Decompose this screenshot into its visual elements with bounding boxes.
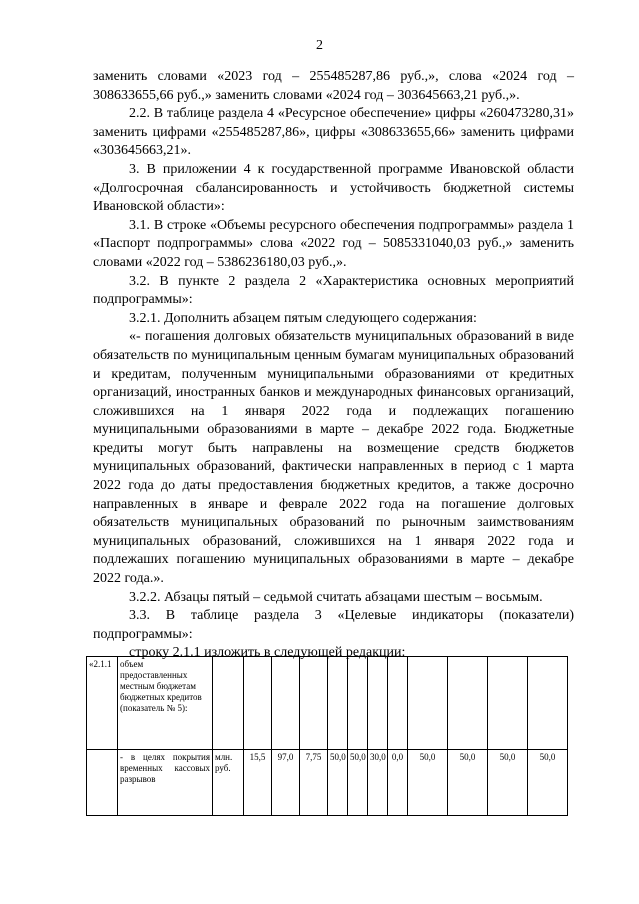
value-cell: 50,0	[488, 750, 528, 816]
value-cell: 50,0	[528, 750, 568, 816]
page-number: 2	[316, 38, 323, 53]
document-body	[93, 68, 574, 663]
value-cell: 97,0	[272, 750, 300, 816]
paragraph: 3.3. В таблице раздела 3 «Целевые индикаторы (показатели) подпрограммы»:	[93, 608, 574, 642]
paragraph: 3.2.1. Дополнить абзацем пятым следующего содержания:	[129, 310, 477, 326]
paragraph: 2.2. В таблице раздела 4 «Ресурсное обеспечение» цифры «260473280,31» заменить цифрами «255485287,86», цифры «308633655,66» заменить цифрами «303645663,21».	[93, 106, 574, 159]
empty-cell	[348, 657, 368, 750]
table-row	[87, 750, 568, 816]
empty-cell	[328, 657, 348, 750]
value-cell: 50,0	[448, 750, 488, 816]
value-cell: 15,5	[244, 750, 272, 816]
empty-cell	[244, 657, 272, 750]
empty-cell	[528, 657, 568, 750]
paragraph: 3. В приложении 4 к государственной программе Ивановской области «Долгосрочная сбалансированность и устойчивость бюджетной системы Ивановской области»:	[93, 161, 574, 215]
indicator-label-cell: объем предоставленных местным бюджетам бюджетных кредитов (показатель № 5):	[118, 657, 213, 750]
empty-cell	[448, 657, 488, 750]
empty-cell	[368, 657, 388, 750]
empty-cell	[408, 657, 448, 750]
value-cell: 50,0	[408, 750, 448, 816]
empty-cell	[300, 657, 328, 750]
unit-cell: млн. руб.	[213, 750, 244, 816]
paragraph: 3.1. В строке «Объемы ресурсного обеспечения подпрограммы» раздела 1 «Паспорт подпрограммы» слова «2022 год – 5085331040,03 руб.,» заменить словами «2022 год – 5386236180,03 руб.,».	[93, 217, 574, 270]
empty-cell	[388, 657, 408, 750]
paragraph: 3.2. В пункте 2 раздела 2 «Характеристика основных мероприятий подпрограммы»:	[93, 273, 574, 308]
paragraph: «- погашения долговых обязательств муниципальных образований в виде обязательств по муниципальным ценным бумагам муниципальных образований и кредитам, полученным муниципальными образованиями от кредитных организаций, иностранных банков и международных финансовых организаций, сложившихся на 1 января 2022 года и подлежащих погашению муниципальными образованиями в марте – декабре 2022 года. Бюджетные кредиты могут быть направлены на возмещение средств бюджетов муниципальных образований, фактически направленных в период с 1 марта 2022 года до даты предоставления бюджетных кредитов, а также досрочно направленных в январе и феврале 2022 года на погашение долговых обязательств муниципальных образований по рыночным заимствованиям муниципальных образований, сложившихся на 1 января 2022 года и подлежаших погашению муниципальных образованиями в марте – декабре 2022 года.».	[93, 329, 574, 587]
value-cell: 30,0	[368, 750, 388, 816]
empty-cell	[213, 657, 244, 750]
paragraph: 3.2.2. Абзацы пятый – седьмой считать абзацами шестым – восьмым.	[129, 589, 543, 605]
table-row	[87, 657, 568, 750]
empty-cell	[272, 657, 300, 750]
value-cell: 7,75	[300, 750, 328, 816]
empty-cell	[488, 657, 528, 750]
value-cell: 50,0	[348, 750, 368, 816]
value-cell: 50,0	[328, 750, 348, 816]
empty-cell	[87, 750, 118, 816]
row-number-cell: «2.1.1	[87, 657, 118, 750]
indicator-table	[86, 656, 568, 816]
paragraph: заменить словами «2023 год – 255485287,86 руб.,», слова «2024 год – 308633655,66 руб.,» заменить словами «2024 год – 303645663,21 руб.,».	[93, 69, 574, 103]
indicator-label-cell: - в целях покрытия временных кассовых разрывов	[118, 750, 213, 816]
value-cell: 0,0	[388, 750, 408, 816]
paragraph: строку 2.1.1 изложить в следующей редакции:	[129, 645, 406, 661]
